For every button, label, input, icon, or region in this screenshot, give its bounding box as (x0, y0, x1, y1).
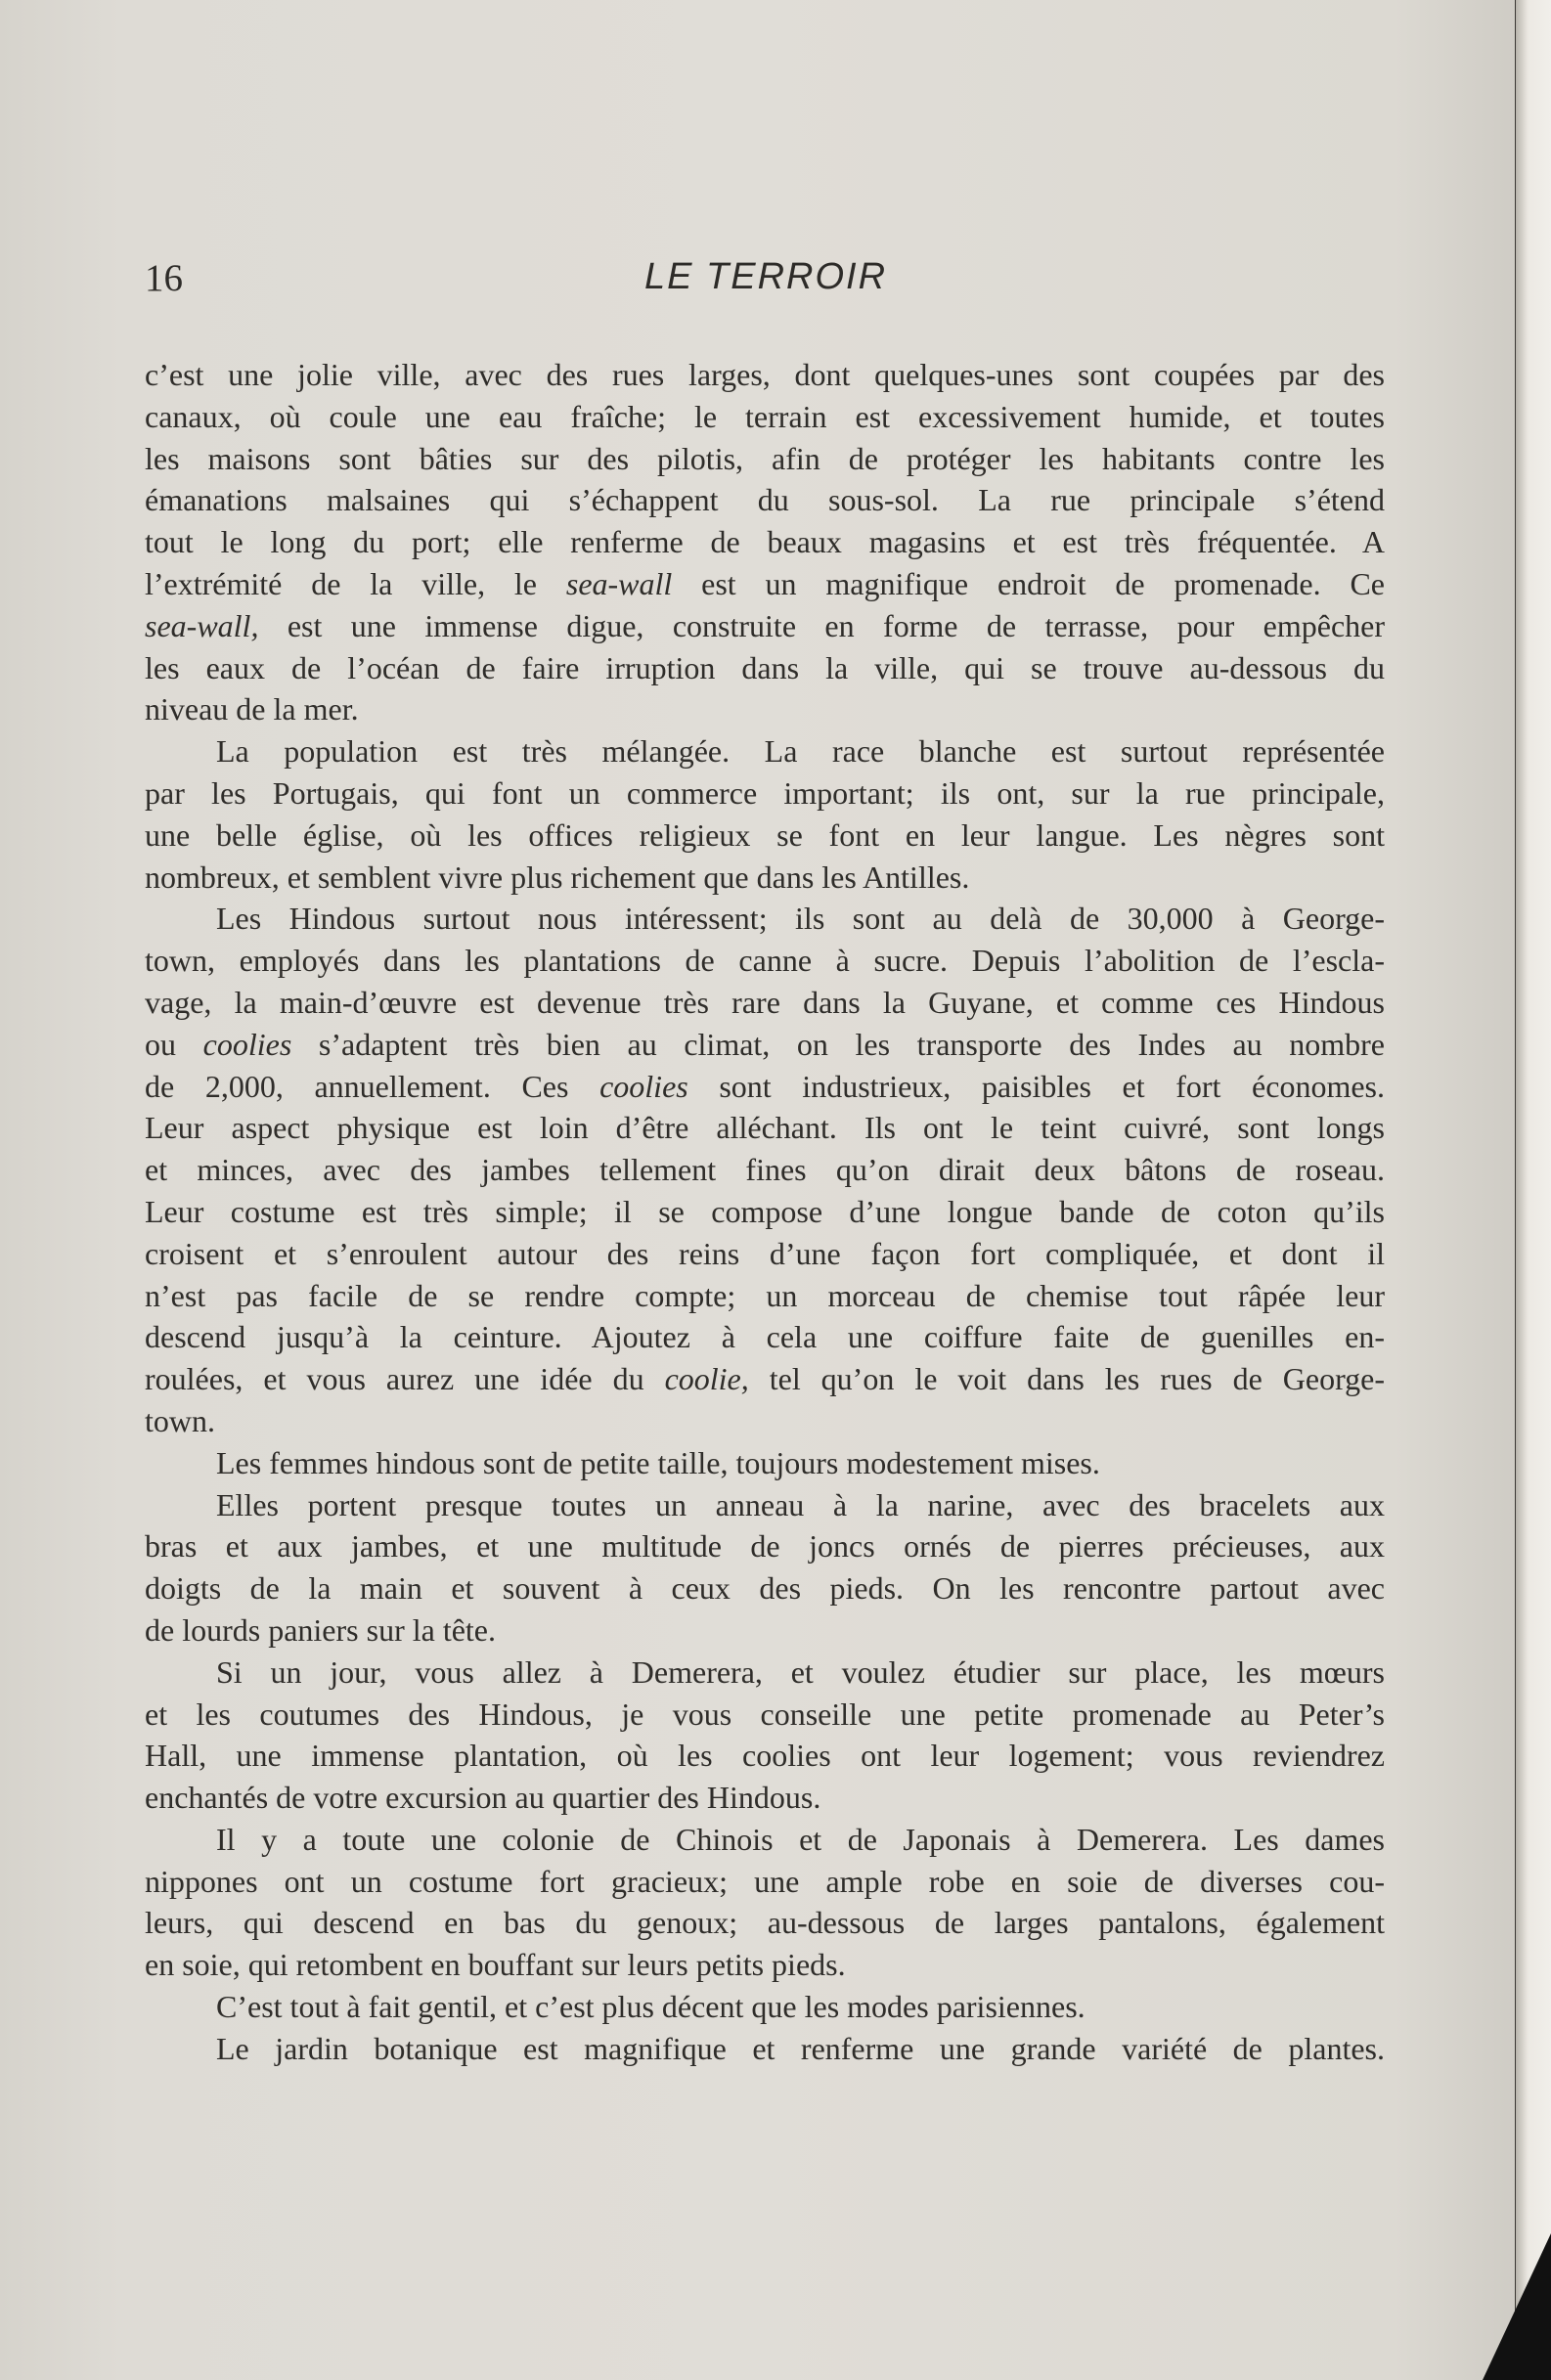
text-line (145, 1652, 1385, 1694)
text-segment: bras et aux jambes, et une multitude de joncs ornés de pierres précieuses, aux (145, 1528, 1385, 1565)
text-line (145, 1316, 1385, 1358)
text-segment: sont industrieux, paisibles et fort économes. (687, 1068, 1386, 1104)
text-line (145, 1275, 1385, 1317)
text-line (145, 521, 1385, 563)
text-segment: Si un jour, vous allez à Demerera, et voulez étudier sur place, les mœurs (216, 1653, 1385, 1690)
text-line (145, 1777, 1385, 1819)
text-line (145, 857, 1385, 899)
text-line (145, 605, 1385, 647)
text-segment: vage, la main-d’œuvre est devenue très rare dans la Guyane, et comme ces Hindous (145, 984, 1385, 1020)
text-line (145, 1442, 1385, 1484)
text-line (145, 479, 1385, 521)
text-segment: de 2,000, annuellement. Ces (145, 1068, 600, 1104)
text-segment: de lourds paniers sur la tête. (145, 1611, 496, 1648)
text-segment: Leur aspect physique est loin d’être alléchant. Ils ont le teint cuivré, sont longs (145, 1110, 1385, 1146)
text-segment: l’extrémité de la ville, le (145, 565, 566, 601)
text-line (145, 1107, 1385, 1149)
text-line (145, 1944, 1385, 1986)
italic-text: coolies (599, 1068, 688, 1104)
text-line (145, 1861, 1385, 1903)
text-segment: canaux, où coule une eau fraîche; le terrain est excessivement humide, et toutes (145, 398, 1385, 434)
text-segment: nombreux, et semblent vivre plus richement que dans les Antilles. (145, 859, 970, 895)
text-segment: est un magnifique endroit de promenade. Ce (672, 565, 1386, 601)
text-segment: et minces, avec des jambes tellement fines qu’on dirait deux bâtons de roseau. (145, 1152, 1385, 1188)
text-segment: les eaux de l’océan de faire irruption dans la ville, qui se trouve au-dessous du (145, 649, 1385, 685)
text-segment: town, employés dans les plantations de canne à sucre. Depuis l’abolition de l’escla- (145, 943, 1385, 979)
text-line (145, 1567, 1385, 1609)
page-corner (1483, 2233, 1551, 2380)
text-line (145, 688, 1385, 730)
text-segment: Le jardin botanique est magnifique et renferme une grande variété de plantes. (216, 2030, 1385, 2066)
text-line (145, 1902, 1385, 1944)
text-segment: town. (145, 1402, 215, 1438)
italic-text: coolie, (664, 1361, 749, 1397)
text-line (145, 772, 1385, 815)
text-line (145, 1400, 1385, 1442)
text-line (145, 1735, 1385, 1777)
text-line (145, 1358, 1385, 1400)
text-segment: les maisons sont bâties sur des pilotis, afin de protéger les habitants contre les (145, 440, 1385, 476)
body-text (145, 354, 1385, 2070)
page-number: 16 (145, 257, 183, 299)
text-line (145, 1819, 1385, 1861)
text-line (145, 1609, 1385, 1652)
text-line (145, 396, 1385, 438)
text-line (145, 1149, 1385, 1191)
text-segment: doigts de la main et souvent à ceux des pieds. On les rencontre partout avec (145, 1570, 1385, 1607)
text-segment: par les Portugais, qui font un commerce important; ils ont, sur la rue principale, (145, 774, 1385, 811)
text-line (145, 2028, 1385, 2070)
text-segment: en soie, qui retombent en bouffant sur leurs petits pieds. (145, 1947, 846, 1983)
text-segment: est une immense digue, construite en forme de terrasse, pour empêcher (258, 607, 1385, 643)
running-title: LE TERROIR (643, 256, 888, 297)
text-segment: Les femmes hindous sont de petite taille, toujours modestement mises. (216, 1444, 1100, 1480)
text-line (145, 730, 1385, 772)
text-segment: Elles portent presque toutes un anneau à la narine, avec des bracelets aux (216, 1486, 1385, 1522)
italic-text: sea-wall, (145, 607, 259, 643)
text-segment: c’est une jolie ville, avec des rues larges, dont quelques-unes sont coupées par des (145, 357, 1385, 392)
text-line (145, 982, 1385, 1024)
text-segment: s’adaptent très bien au climat, on les transporte des Indes au nombre (291, 1026, 1386, 1062)
text-line (145, 438, 1385, 480)
text-segment: roulées, et vous aurez une idée du (145, 1361, 665, 1397)
text-line (145, 1024, 1385, 1066)
text-line (145, 1694, 1385, 1736)
text-line (145, 815, 1385, 857)
text-line (145, 647, 1385, 689)
text-segment: Hall, une immense plantation, où les coolies ont leur logement; vous reviendrez (145, 1738, 1385, 1774)
text-segment: émanations malsaines qui s’échappent du sous-sol. La rue principale s’étend (145, 482, 1385, 518)
text-line (145, 1066, 1385, 1108)
text-line (145, 898, 1385, 940)
text-line (145, 1484, 1385, 1526)
text-line (145, 1525, 1385, 1567)
page-header (145, 256, 1387, 315)
text-segment: descend jusqu’à la ceinture. Ajoutez à cela une coiffure faite de guenilles en- (145, 1319, 1385, 1355)
text-line (145, 940, 1385, 982)
text-line (145, 1191, 1385, 1233)
text-segment: niveau de la mer. (145, 691, 359, 727)
text-segment: et les coutumes des Hindous, je vous conseille une petite promenade au Peter’s (145, 1696, 1385, 1732)
text-segment: enchantés de votre excursion au quartier des Hindous. (145, 1780, 821, 1816)
text-segment: La population est très mélangée. La race blanche est surtout représentée (216, 733, 1385, 770)
text-segment: n’est pas facile de se rendre compte; un morceau de chemise tout râpée leur (145, 1277, 1385, 1313)
text-line (145, 563, 1385, 605)
text-segment: Les Hindous surtout nous intéressent; ils sont au delà de 30,000 à George- (216, 901, 1385, 937)
text-segment: C’est tout à fait gentil, et c’est plus décent que les modes parisiennes. (216, 1989, 1086, 2025)
page-edge (1516, 0, 1551, 2380)
text-segment: tout le long du port; elle renferme de beaux magasins et est très fréquentée. A (145, 524, 1385, 560)
text-line (145, 1986, 1385, 2028)
text-segment: croisent et s’enroulent autour des reins d’une façon fort compliquée, et dont il (145, 1235, 1385, 1271)
italic-text: coolies (202, 1026, 292, 1062)
text-segment: Leur costume est très simple; il se compose d’une longue bande de coton qu’ils (145, 1193, 1385, 1229)
text-segment: leurs, qui descend en bas du genoux; au-dessous de larges pantalons, également (145, 1905, 1385, 1941)
text-segment: Il y a toute une colonie de Chinois et de Japonais à Demerera. Les dames (216, 1821, 1385, 1857)
text-line (145, 1233, 1385, 1275)
text-segment: nippones ont un costume fort gracieux; une ample robe en soie de diverses cou- (145, 1863, 1385, 1899)
text-segment: une belle église, où les offices religieux se font en leur langue. Les nègres sont (145, 816, 1385, 853)
text-segment: tel qu’on le voit dans les rues de George- (748, 1361, 1386, 1397)
text-segment: ou (145, 1026, 203, 1062)
text-line (145, 354, 1385, 396)
italic-text: sea-wall (565, 565, 673, 601)
